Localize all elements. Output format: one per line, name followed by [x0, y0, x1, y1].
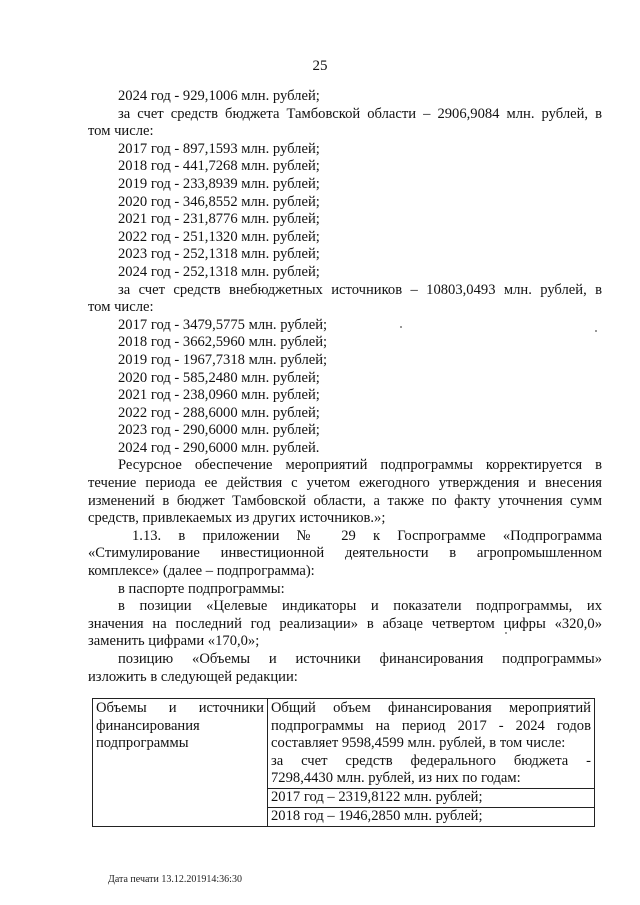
scan-speck — [400, 326, 402, 328]
table-value-line: 7298,4430 млн. рублей, из них по годам: — [271, 770, 521, 787]
text-line: 2021 год - 238,0960 млн. рублей; — [118, 387, 320, 404]
text-line: 2024 год - 290,6000 млн. рублей. — [118, 439, 320, 456]
text-line: 2018 год - 441,7268 млн. рублей; — [118, 158, 320, 175]
table-value-line: 2017 год – 2319,8122 млн. рублей; — [268, 788, 594, 807]
table-label-line: финансирования — [96, 717, 200, 734]
text-line: Ресурсное обеспечение мероприятий подпрограммы корректируется в — [118, 457, 602, 474]
text-line: 2020 год - 346,8552 млн. рублей; — [118, 193, 320, 210]
text-line: за счет средств бюджета Тамбовской области – 2906,9084 млн. рублей, в — [118, 105, 602, 122]
table-value-line: Общий объем финансирования мероприятий — [271, 700, 591, 716]
text-line: в позиции «Целевые индикаторы и показатели подпрограммы, их — [118, 598, 602, 615]
table-row — [93, 699, 595, 827]
text-line: 1.13. в приложении № 29 к Госпрограмме «Подпрограмма — [132, 527, 602, 544]
funding-table — [92, 698, 595, 827]
text-line: том числе: — [88, 299, 154, 316]
print-date: Дата печати 13.12.201914:36:30 — [108, 874, 242, 885]
text-line: 2022 год - 288,6000 млн. рублей; — [118, 404, 320, 421]
table-label-line: Объемы и источники — [96, 700, 264, 716]
text-line: 2022 год - 251,1320 млн. рублей; — [118, 228, 320, 245]
table-cell-value — [268, 699, 595, 827]
text-line: «Стимулирование инвестиционной деятельности в агропромышленном — [88, 545, 602, 562]
text-line: 2023 год - 252,1318 млн. рублей; — [118, 246, 320, 263]
text-line: средств, привлекаемых из других источников.»; — [88, 510, 386, 527]
text-line: комплексе» (далее – подпрограмма): — [88, 563, 315, 580]
text-line: том числе: — [88, 123, 154, 140]
text-line: за счет средств внебюджетных источников – 10803,0493 млн. рублей, в — [118, 281, 602, 298]
text-line: 2020 год - 585,2480 млн. рублей; — [118, 369, 320, 386]
text-line: 2024 год - 929,1006 млн. рублей; — [118, 88, 320, 104]
scan-speck — [595, 330, 597, 332]
text-line: позицию «Объемы и источники финансирования подпрограммы» — [118, 651, 602, 667]
text-line: изменений в бюджет Тамбовской области, а также по факту уточнения сумм — [88, 492, 602, 509]
text-line: в паспорте подпрограммы: — [118, 580, 285, 597]
table-value-line: за счет средств федерального бюджета - — [271, 752, 591, 769]
table-value-line: составляет 9598,4599 млн. рублей, в том числе: — [271, 735, 566, 752]
scan-speck — [505, 632, 507, 634]
table-value-line: подпрограммы на период 2017 - 2024 годов — [271, 717, 591, 734]
text-line: 2024 год - 252,1318 млн. рублей; — [118, 263, 320, 280]
text-line: значения на последний год реализации» в абзаце четвертом цифры «320,0» — [88, 615, 602, 632]
text-line: 2019 год - 1967,7318 млн. рублей; — [118, 351, 328, 368]
text-line: 2021 год - 231,8776 млн. рублей; — [118, 211, 320, 228]
text-line: 2017 год - 897,1593 млн. рублей; — [118, 140, 320, 157]
table-label-line: подпрограммы — [96, 735, 189, 752]
text-line: изложить в следующей редакции: — [88, 668, 298, 685]
document-body — [88, 88, 602, 686]
text-line: 2023 год - 290,6000 млн. рублей; — [118, 422, 320, 439]
table-cell-label — [93, 699, 268, 827]
text-line: заменить цифрами «170,0»; — [88, 633, 260, 650]
text-line: 2017 год - 3479,5775 млн. рублей; — [118, 316, 328, 333]
text-line: 2018 год - 3662,5960 млн. рублей; — [118, 334, 328, 351]
text-line: течение периода ее действия с учетом ежегодного утверждения и внесения — [88, 475, 602, 492]
text-line: 2019 год - 233,8939 млн. рублей; — [118, 175, 320, 192]
table-value-line: 2018 год – 1946,2850 млн. рублей; — [268, 807, 594, 826]
page-number: 25 — [312, 58, 328, 74]
